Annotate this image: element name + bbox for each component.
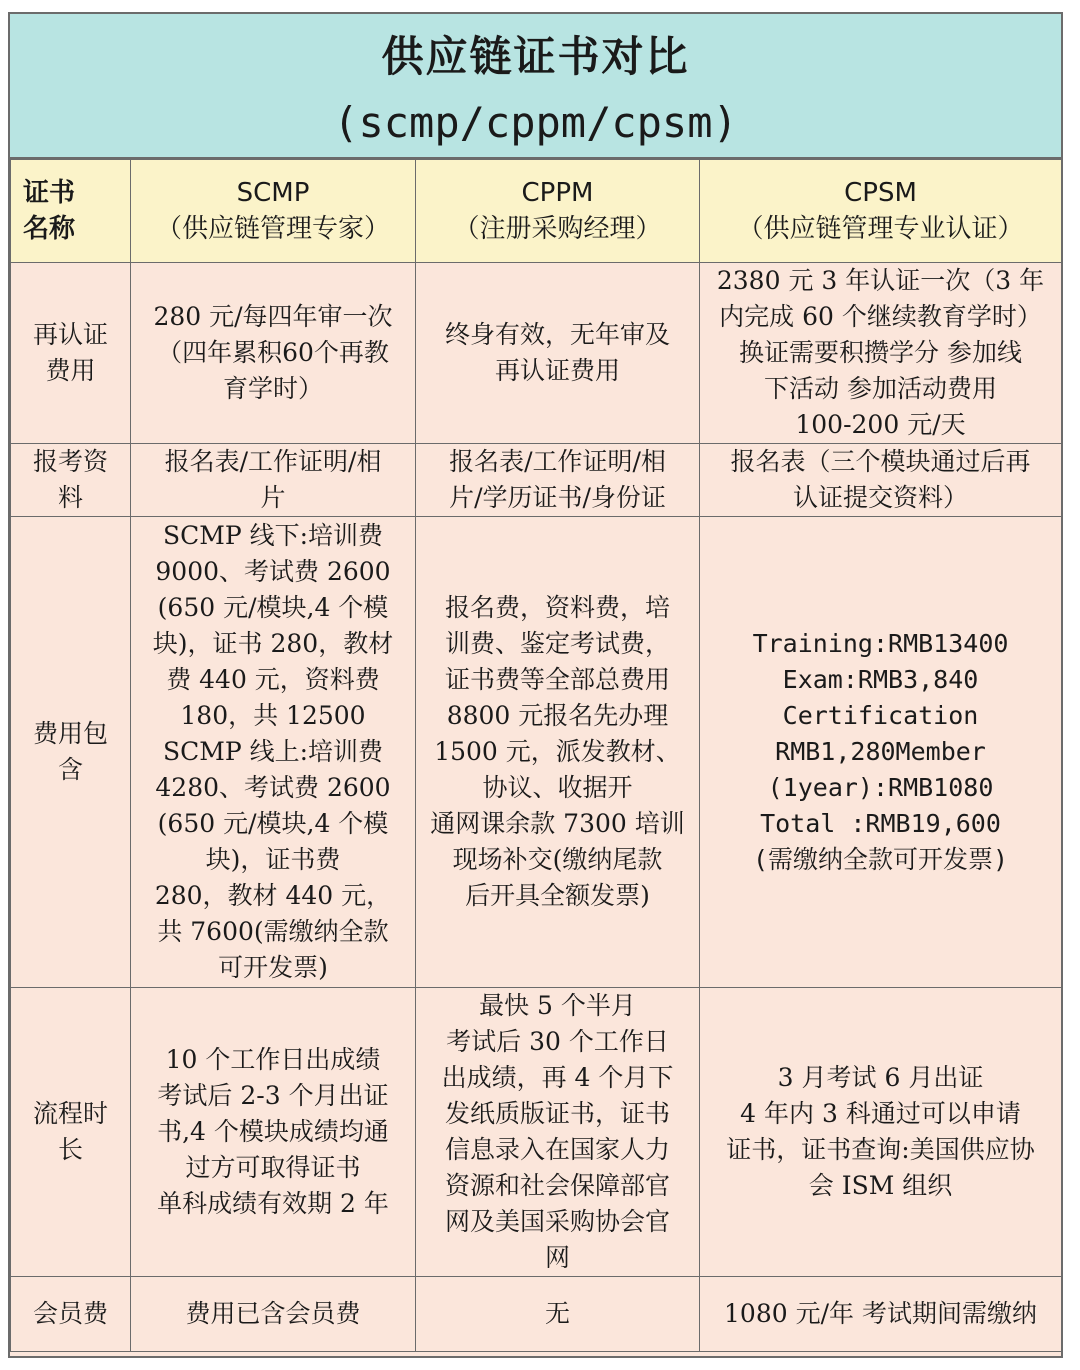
table-row-time	[11, 988, 1062, 1277]
cell-member-scmp: 费用已含会员费	[131, 1277, 416, 1352]
cell-fees-cppm: 报名费，资料费，培 训费、鉴定考试费， 证书费等全部总费用 8800 元报名先办理 1500 元，派发教材、 协议、收据开 通网课余款 7300 培训 现场补交(缴纳尾款 后开具全额发票)	[416, 517, 700, 988]
row-label-recert: 再认证 费用	[11, 263, 131, 444]
cell-time-cppm: 最快 5 个半月 考试后 30 个工作日 出成绩，再 4 个月下 发纸质版证书，证书 信息录入在国家人力 资源和社会保障部官 网及美国采购协会官 网	[416, 988, 700, 1277]
header-scmp: SCMP （供应链管理专家）	[131, 160, 416, 263]
cell-recert-cpsm: 2380 元 3 年认证一次（3 年 内完成 60 个继续教育学时） 换证需要积攒学分 参加线 下活动 参加活动费用 100-200 元/天	[700, 263, 1062, 444]
header-cpsm: CPSM （供应链管理专业认证）	[700, 160, 1062, 263]
cell-docs-scmp: 报名表/工作证明/相 片	[131, 444, 416, 517]
table-row-fees	[11, 517, 1062, 988]
header-row	[11, 160, 1062, 263]
cell-member-cpsm: 1080 元/年 考试期间需缴纳	[700, 1277, 1062, 1352]
page-subtitle: (scmp/cppm/cpsm)	[333, 98, 738, 147]
comparison-table	[10, 159, 1062, 1352]
cell-fees-scmp: SCMP 线下:培训费 9000、考试费 2600 (650 元/模块,4 个模 块)，证书 280，教材 费 440 元，资料费 180，共 12500 SCMP 线上:培训费 4280、考试费 2600 (650 元/模块,4 个模 块)，证书费 280，教材 440 元， 共 7600(需缴纳全款 可开发票)	[131, 517, 416, 988]
header-cppm: CPPM （注册采购经理）	[416, 160, 700, 263]
table-row-recert	[11, 263, 1062, 444]
cell-docs-cppm: 报名表/工作证明/相 片/学历证书/身份证	[416, 444, 700, 517]
row-label-member: 会员费	[11, 1277, 131, 1352]
table-row-member	[11, 1277, 1062, 1352]
header-corner: 证书 名称	[11, 160, 131, 263]
comparison-sheet	[8, 12, 1063, 1358]
cell-time-scmp: 10 个工作日出成绩 考试后 2-3 个月出证 书,4 个模块成绩均通 过方可取得证书 单科成绩有效期 2 年	[131, 988, 416, 1277]
cell-member-cppm: 无	[416, 1277, 700, 1352]
cell-docs-cpsm: 报名表（三个模块通过后再 认证提交资料）	[700, 444, 1062, 517]
cell-recert-scmp: 280 元/每四年审一次 （四年累积60个再教 育学时）	[131, 263, 416, 444]
row-label-docs: 报考资 料	[11, 444, 131, 517]
page-title: 供应链证书对比	[381, 32, 690, 81]
title-banner	[10, 14, 1061, 159]
cell-recert-cppm: 终身有效，无年审及 再认证费用	[416, 263, 700, 444]
cell-fees-cpsm: Training:RMB13400 Exam:RMB3,840 Certification RMB1,280Member (1year):RMB1080 Total :RMB19,600 (需缴纳全款可开发票)	[700, 517, 1062, 988]
cell-time-cpsm: 3 月考试 6 月出证 4 年内 3 科通过可以申请 证书，证书查询:美国供应协 会 ISM 组织	[700, 988, 1062, 1277]
row-label-time: 流程时 长	[11, 988, 131, 1277]
row-label-fees: 费用包 含	[11, 517, 131, 988]
table-row-docs	[11, 444, 1062, 517]
